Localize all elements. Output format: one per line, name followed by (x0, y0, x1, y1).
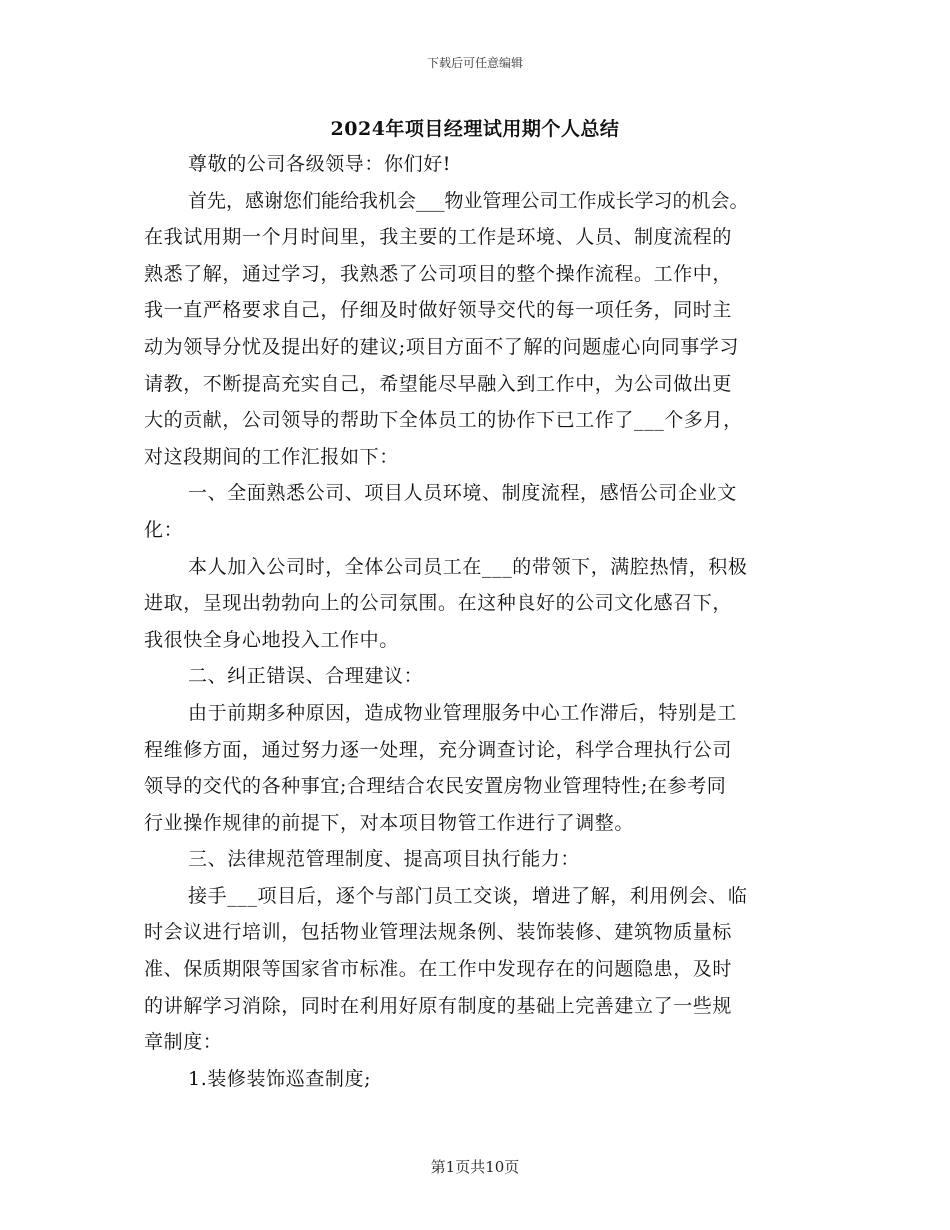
paragraph-line: 接手___项目后，逐个与部门员工交谈，增进了解，利用例会、临 (188, 884, 748, 907)
section-heading-line: 化： (144, 518, 184, 541)
paragraph-line: 的讲解学习消除，同时在利用好原有制度的基础上完善建立了一些规 (144, 994, 733, 1017)
paragraph-line: 动为领导分忧及提出好的建议;项目方面不了解的问题虚心向同事学习 (144, 335, 740, 358)
list-item-line: 1.装修装饰巡查制度; (188, 1067, 372, 1090)
paragraph-line: 对这段期间的工作汇报如下： (144, 445, 399, 468)
document-body (144, 146, 824, 1097)
paragraph-line: 准、保质期限等国家省市标准。在工作中发现存在的问题隐患，及时 (144, 958, 733, 981)
paragraph-line: 由于前期多种原因，造成物业管理服务中心工作滞后，特别是工 (188, 701, 737, 724)
paragraph-line: 本人加入公司时，全体公司员工在___的带领下，满腔热情，积极 (188, 555, 748, 578)
paragraph-line: 时会议进行培训，包括物业管理法规条例、装饰装修、建筑物质量标 (144, 921, 733, 944)
paragraph-line: 在我试用期一个月时间里，我主要的工作是环境、人员、制度流程的 (144, 226, 733, 249)
section-heading-line: 三、法律规范管理制度、提高项目执行能力： (188, 848, 581, 871)
paragraph-line: 我一直严格要求自己，仔细及时做好领导交代的每一项任务，同时主 (144, 299, 733, 322)
section-heading-line: 二、纠正错误、合理建议： (188, 665, 424, 688)
paragraph-line: 行业操作规律的前提下，对本项目物管工作进行了调整。 (144, 811, 635, 834)
paragraph-line: 我很快全身心地投入工作中。 (144, 628, 399, 651)
paragraph-line: 进取，呈现出勃勃向上的公司氛围。在这种良好的公司文化感召下， (144, 592, 733, 615)
section-heading-line: 一、全面熟悉公司、项目人员环境、制度流程，感悟公司企业文 (188, 482, 737, 505)
document-title: 2024年项目经理试用期个人总结 (330, 118, 620, 140)
paragraph-line: 大的贡献，公司领导的帮助下全体员工的协作下已工作了___个多月， (144, 409, 743, 432)
page-number: 第1页共10页 (430, 1158, 520, 1176)
paragraph-line: 章制度： (144, 1031, 223, 1054)
paragraph-line: 熟悉了解，通过学习，我熟悉了公司项目的整个操作流程。工作中， (144, 262, 733, 285)
paragraph-line: 首先，感谢您们能给我机会___物业管理公司工作成长学习的机会。 (188, 189, 749, 212)
download-note: 下载后可任意编辑 (426, 56, 523, 70)
paragraph-line: 程维修方面，通过努力逐一处理，充分调查讨论，科学合理执行公司 (144, 738, 733, 761)
paragraph-line: 尊敬的公司各级领导：你们好! (188, 153, 452, 175)
paragraph-line: 请教，不断提高充实自己，希望能尽早融入到工作中，为公司做出更 (144, 372, 733, 395)
paragraph-line: 领导的交代的各种事宜;合理结合农民安置房物业管理特性;在参考同 (144, 775, 727, 798)
